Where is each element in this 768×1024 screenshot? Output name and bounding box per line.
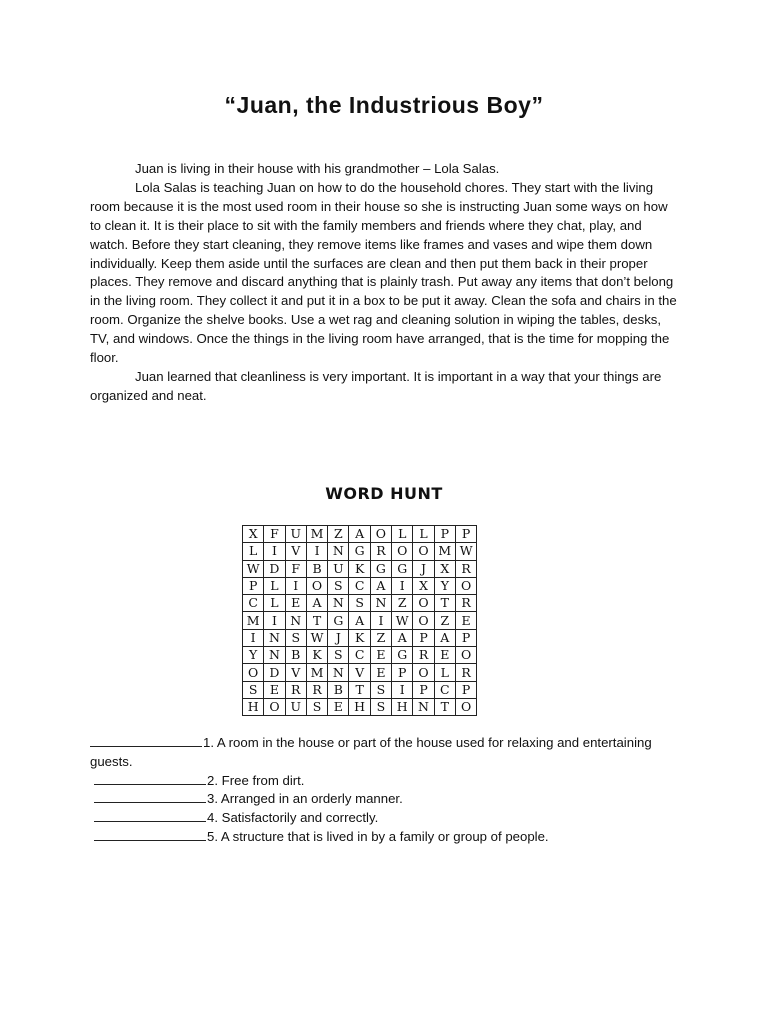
grid-cell: R: [413, 647, 434, 664]
grid-cell: E: [264, 681, 285, 698]
grid-row: [243, 647, 477, 664]
question-item: [90, 790, 690, 809]
grid-cell: N: [285, 612, 306, 629]
grid-cell: P: [434, 526, 455, 543]
grid-cell: R: [455, 560, 476, 577]
story-paragraph: Lola Salas is teaching Juan on how to do the household chores. They start with the living room because it is the most used room in their house so she is instructing Juan some ways on how to clean it. It is their place to sit with the family members and friends where they chat, play, and watch. Before they start cleaning, they remove items like frames and vases and wipe them down individually. Keep them aside until the surfaces are clean and then put them back in their proper places. They remove and discard anything that is plainly trash. Put away any items that don’t belong in the living room. They collect it and put it in a box to be put it away. Clean the sofa and chairs in the room. Organize the shelve books. Use a wet rag and cleaning solution in wiping the tables, desks, TV, and windows. Once the things in the living room have arranged, that is the time for mopping the floor.: [90, 179, 677, 366]
grid-cell: B: [285, 647, 306, 664]
answer-blank[interactable]: [94, 809, 206, 822]
grid-cell: O: [243, 664, 264, 681]
grid-cell: Z: [434, 612, 455, 629]
grid-cell: G: [392, 560, 413, 577]
grid-cell: I: [243, 629, 264, 646]
grid-cell: K: [349, 629, 370, 646]
question-item: [90, 828, 690, 847]
grid-row: [243, 543, 477, 560]
grid-cell: H: [243, 698, 264, 715]
grid-cell: S: [243, 681, 264, 698]
question-list: [90, 734, 690, 847]
answer-blank[interactable]: [94, 772, 206, 785]
grid-cell: S: [349, 595, 370, 612]
grid-cell: R: [285, 681, 306, 698]
grid-cell: M: [243, 612, 264, 629]
answer-blank[interactable]: [90, 734, 202, 747]
grid-cell: F: [264, 526, 285, 543]
grid-cell: T: [434, 698, 455, 715]
story-text: [90, 160, 682, 406]
grid-cell: P: [413, 681, 434, 698]
grid-row: [243, 612, 477, 629]
grid-cell: C: [349, 647, 370, 664]
grid-cell: N: [413, 698, 434, 715]
answer-blank[interactable]: [94, 828, 206, 841]
word-hunt-title: WORD HUNT: [325, 484, 443, 503]
grid-row: [243, 681, 477, 698]
grid-cell: O: [413, 664, 434, 681]
question-item: [90, 734, 690, 772]
grid-cell: P: [392, 664, 413, 681]
grid-cell: S: [285, 629, 306, 646]
grid-cell: K: [306, 647, 327, 664]
question-text: 5. A structure that is lived in by a family or group of people.: [207, 828, 549, 844]
grid-cell: P: [455, 526, 476, 543]
grid-cell: G: [370, 560, 391, 577]
grid-cell: A: [349, 612, 370, 629]
grid-cell: T: [349, 681, 370, 698]
grid-cell: E: [434, 647, 455, 664]
grid-cell: O: [455, 698, 476, 715]
question-item: [90, 772, 690, 791]
grid-cell: P: [455, 629, 476, 646]
grid-row: [243, 698, 477, 715]
grid-cell: A: [370, 577, 391, 594]
grid-cell: X: [434, 560, 455, 577]
grid-cell: A: [306, 595, 327, 612]
grid-row: [243, 595, 477, 612]
grid-row: [243, 664, 477, 681]
grid-cell: M: [434, 543, 455, 560]
grid-cell: E: [328, 698, 349, 715]
grid-cell: S: [370, 681, 391, 698]
grid-cell: E: [455, 612, 476, 629]
grid-cell: R: [306, 681, 327, 698]
grid-cell: M: [306, 664, 327, 681]
grid-cell: G: [392, 647, 413, 664]
grid-cell: A: [349, 526, 370, 543]
grid-cell: D: [264, 664, 285, 681]
grid-cell: C: [243, 595, 264, 612]
grid-cell: I: [264, 543, 285, 560]
grid-cell: T: [306, 612, 327, 629]
grid-cell: T: [434, 595, 455, 612]
grid-cell: G: [328, 612, 349, 629]
question-text: 1. A room in the house or part of the house used for relaxing and entertaining guests.: [90, 735, 652, 769]
grid-cell: X: [243, 526, 264, 543]
grid-cell: O: [264, 698, 285, 715]
grid-row: [243, 577, 477, 594]
grid-cell: N: [264, 647, 285, 664]
grid-cell: P: [243, 577, 264, 594]
grid-cell: O: [306, 577, 327, 594]
grid-cell: C: [349, 577, 370, 594]
grid-cell: E: [370, 647, 391, 664]
grid-cell: N: [370, 595, 391, 612]
grid-cell: J: [413, 560, 434, 577]
word-hunt-grid: [242, 525, 477, 716]
grid-cell: L: [243, 543, 264, 560]
question-text: 2. Free from dirt.: [207, 772, 305, 788]
grid-cell: N: [328, 595, 349, 612]
question-text: 3. Arranged in an orderly manner.: [207, 791, 403, 807]
grid-cell: W: [455, 543, 476, 560]
grid-cell: O: [413, 612, 434, 629]
grid-cell: L: [434, 664, 455, 681]
grid-cell: O: [455, 647, 476, 664]
grid-cell: O: [370, 526, 391, 543]
grid-cell: Z: [392, 595, 413, 612]
grid-cell: R: [455, 664, 476, 681]
grid-cell: W: [243, 560, 264, 577]
grid-cell: O: [413, 595, 434, 612]
grid-cell: M: [306, 526, 327, 543]
grid-cell: U: [285, 526, 306, 543]
grid-cell: E: [285, 595, 306, 612]
grid-row: [243, 560, 477, 577]
grid-cell: A: [434, 629, 455, 646]
grid-cell: E: [370, 664, 391, 681]
grid-cell: I: [306, 543, 327, 560]
grid-cell: I: [285, 577, 306, 594]
grid-cell: G: [349, 543, 370, 560]
grid-row: [243, 526, 477, 543]
grid-cell: O: [455, 577, 476, 594]
grid-cell: L: [413, 526, 434, 543]
grid-cell: R: [370, 543, 391, 560]
grid-cell: P: [413, 629, 434, 646]
grid-cell: V: [349, 664, 370, 681]
grid-cell: X: [413, 577, 434, 594]
grid-cell: Y: [243, 647, 264, 664]
grid-cell: C: [434, 681, 455, 698]
grid-cell: W: [306, 629, 327, 646]
grid-cell: R: [455, 595, 476, 612]
grid-cell: D: [264, 560, 285, 577]
grid-cell: N: [264, 629, 285, 646]
grid-cell: I: [264, 612, 285, 629]
grid-cell: H: [349, 698, 370, 715]
grid-cell: V: [285, 664, 306, 681]
grid-cell: L: [392, 526, 413, 543]
grid-cell: A: [392, 629, 413, 646]
grid-cell: B: [306, 560, 327, 577]
grid-cell: V: [285, 543, 306, 560]
story-paragraph: Juan learned that cleanliness is very important. It is important in a way that your things are organized and neat.: [90, 368, 662, 403]
grid-cell: H: [392, 698, 413, 715]
grid-cell: S: [328, 647, 349, 664]
story-paragraph: Juan is living in their house with his grandmother – Lola Salas.: [135, 161, 500, 176]
question-text: 4. Satisfactorily and correctly.: [207, 810, 379, 826]
grid-cell: Z: [328, 526, 349, 543]
grid-cell: O: [392, 543, 413, 560]
grid-cell: W: [392, 612, 413, 629]
grid-cell: L: [264, 595, 285, 612]
grid-cell: U: [285, 698, 306, 715]
question-item: [90, 809, 690, 828]
grid-cell: L: [264, 577, 285, 594]
grid-cell: O: [413, 543, 434, 560]
grid-cell: P: [455, 681, 476, 698]
page-title: “Juan, the Industrious Boy”: [224, 92, 544, 118]
grid-cell: U: [328, 560, 349, 577]
grid-cell: F: [285, 560, 306, 577]
answer-blank[interactable]: [94, 790, 206, 803]
grid-cell: B: [328, 681, 349, 698]
grid-cell: K: [349, 560, 370, 577]
grid-cell: Y: [434, 577, 455, 594]
grid-cell: S: [328, 577, 349, 594]
grid-cell: I: [392, 577, 413, 594]
grid-cell: N: [328, 664, 349, 681]
grid-row: [243, 629, 477, 646]
grid-cell: N: [328, 543, 349, 560]
grid-cell: J: [328, 629, 349, 646]
grid-cell: Z: [370, 629, 391, 646]
grid-cell: I: [370, 612, 391, 629]
grid-cell: S: [306, 698, 327, 715]
grid-cell: S: [370, 698, 391, 715]
grid-cell: I: [392, 681, 413, 698]
